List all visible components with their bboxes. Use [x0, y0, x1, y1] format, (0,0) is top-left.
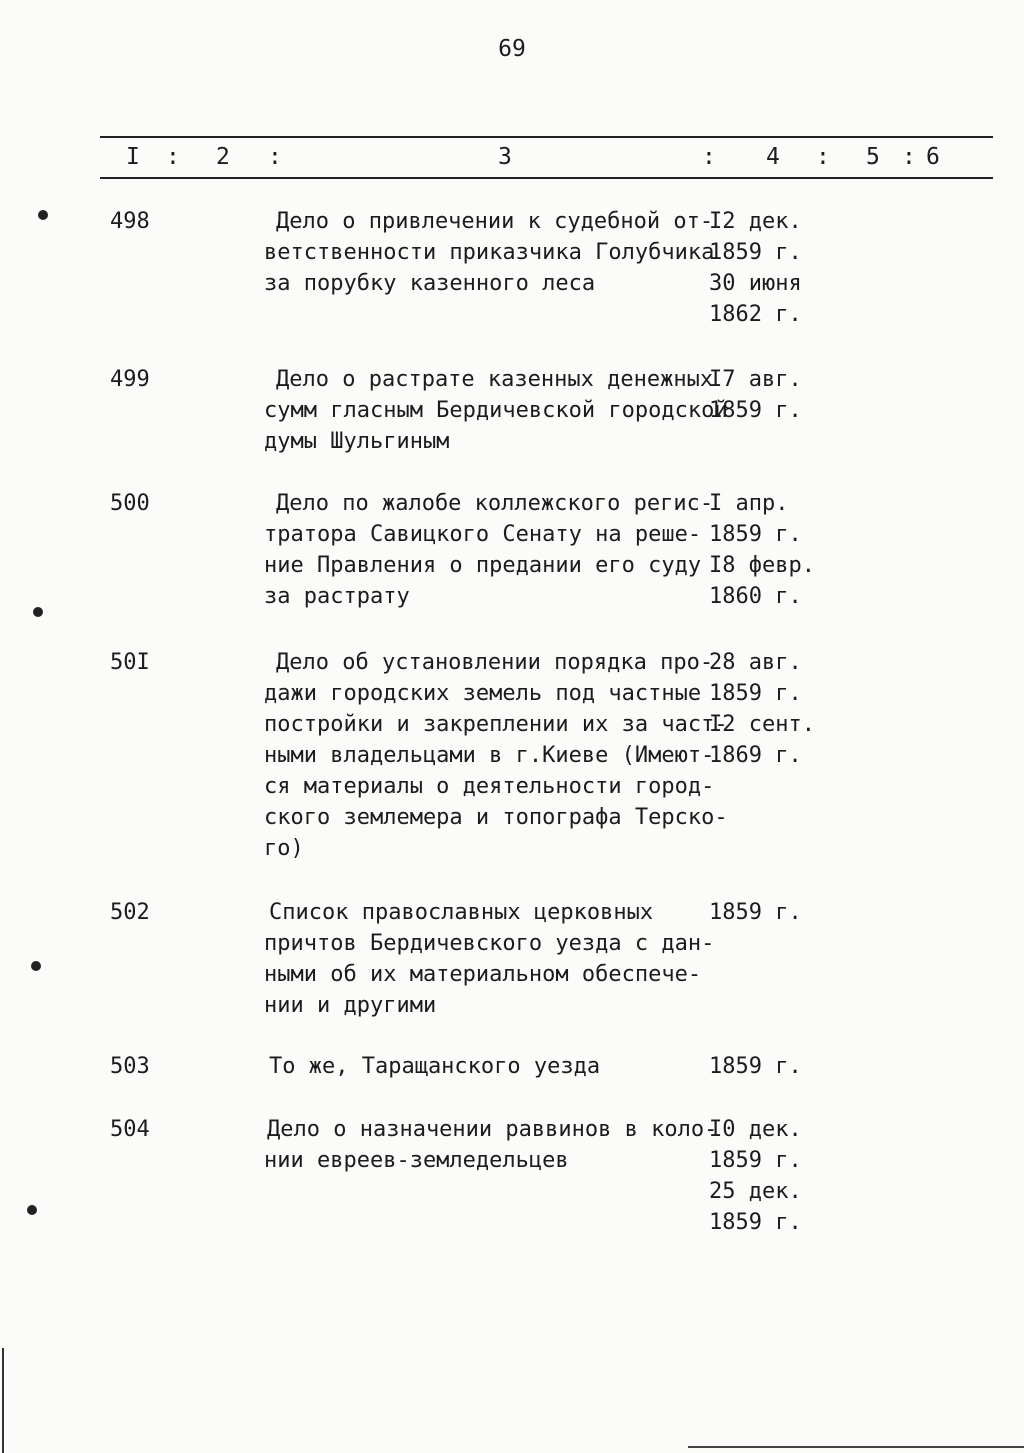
- scan-edge-line: [2, 1348, 4, 1453]
- entry-description-line: за растрату: [264, 584, 410, 609]
- entry-description-line: Дело о растрате казенных денежных: [276, 367, 714, 392]
- hole-punch-mark: [33, 607, 43, 617]
- entry-description-line: Дело об установлении порядка про-: [276, 650, 714, 675]
- column-separator: :: [816, 144, 830, 170]
- hole-punch-mark: [31, 961, 41, 971]
- entry-number: 50I: [110, 650, 150, 675]
- table-header-bottom-rule: [100, 177, 993, 179]
- entry-date: 28 авг.: [709, 650, 802, 675]
- scan-edge-line: [688, 1446, 1024, 1448]
- column-separator: :: [902, 144, 916, 170]
- entry-dates: [709, 206, 802, 330]
- entry-description-line: То же, Таращанского уезда: [269, 1054, 601, 1079]
- entry-description: [264, 897, 719, 1021]
- entry-description-line: думы Шульгиным: [264, 429, 450, 454]
- entry-date: I апр.: [709, 491, 789, 516]
- entry-description-line: Дело по жалобе коллежского регис-: [276, 491, 714, 516]
- entry-date: I2 сент.: [709, 712, 815, 737]
- entry-description-line: причтов Бердичевского уезда с дан-: [264, 931, 715, 956]
- entry-date: I2 дек.: [709, 209, 802, 234]
- entry-description: [264, 647, 728, 864]
- entry-description-line: постройки и закреплении их за част-: [264, 712, 728, 737]
- entry-number: 503: [110, 1054, 150, 1079]
- entry-date: 25 дек.: [709, 1179, 802, 1204]
- entry-description: [269, 1051, 719, 1082]
- entry-date: 1859 г.: [709, 1210, 802, 1235]
- entry-number: 502: [110, 900, 150, 925]
- entry-description: [264, 488, 726, 612]
- entry-description-line: ние Правления о предании его суду: [264, 553, 702, 578]
- entry-date: I0 дек.: [709, 1117, 802, 1142]
- entry-description-line: Список православных церковных: [269, 900, 654, 925]
- entry-description-line: Дело о назначении раввинов в коло-: [267, 1117, 718, 1142]
- entry-description: [264, 364, 728, 457]
- hole-punch-mark: [38, 210, 48, 220]
- entry-date: 1862 г.: [709, 302, 802, 327]
- column-header-5: 5: [866, 144, 880, 170]
- entry-description-line: дажи городских земель под частные: [264, 681, 702, 706]
- entry-number: 499: [110, 367, 150, 392]
- entry-date: 30 июня: [709, 271, 802, 296]
- entry-dates: [709, 488, 815, 612]
- column-header-6: 6: [926, 144, 940, 170]
- entry-description-line: за порубку казенного леса: [264, 271, 596, 296]
- hole-punch-mark: [27, 1205, 37, 1215]
- entry-description-line: ского землемера и топографа Терско-: [264, 805, 728, 830]
- entry-description-line: тратора Савицкого Сенату на реше-: [264, 522, 702, 547]
- entry-date: 1869 г.: [709, 743, 802, 768]
- entry-date: 1859 г.: [709, 240, 802, 265]
- entry-number: 498: [110, 209, 150, 234]
- column-separator: :: [166, 144, 180, 170]
- entry-date: 1859 г.: [709, 522, 802, 547]
- column-header-1: I: [126, 144, 140, 170]
- entry-description-line: Дело о привлечении к судебной от-: [276, 209, 714, 234]
- entry-number: 504: [110, 1117, 150, 1142]
- entry-description-line: нии евреев-земледельцев: [264, 1148, 569, 1173]
- entry-description-line: го): [264, 836, 304, 861]
- entry-description-line: нии и другими: [264, 993, 437, 1018]
- table-header-top-rule: [100, 136, 993, 138]
- entry-date: 1859 г.: [709, 1148, 802, 1173]
- entry-date: 1859 г.: [709, 900, 802, 925]
- entry-date: 1859 г.: [709, 1054, 802, 1079]
- entry-description: [264, 206, 726, 299]
- entry-number: 500: [110, 491, 150, 516]
- entry-date: 1860 г.: [709, 584, 802, 609]
- entry-description-line: сумм гласным Бердичевской городской: [264, 398, 728, 423]
- entry-dates: [709, 897, 802, 928]
- entry-description-line: ся материалы о деятельности город-: [264, 774, 715, 799]
- entry-dates: [709, 1114, 802, 1238]
- column-separator: :: [702, 144, 716, 170]
- entry-description-line: ными об их материальном обеспече-: [264, 962, 702, 987]
- entry-description-line: ными владельцами в г.Киеве (Имеют-: [264, 743, 715, 768]
- entry-dates: [709, 1051, 802, 1082]
- entry-dates: [709, 647, 815, 771]
- page-number: 69: [498, 36, 526, 62]
- entry-dates: [709, 364, 802, 426]
- entry-date: 1859 г.: [709, 398, 802, 423]
- entry-date: 1859 г.: [709, 681, 802, 706]
- column-header-3: 3: [498, 144, 512, 170]
- column-separator: :: [268, 144, 282, 170]
- entry-date: I8 февр.: [709, 553, 815, 578]
- column-header-2: 2: [216, 144, 230, 170]
- entry-date: I7 авг.: [709, 367, 802, 392]
- entry-description: [264, 1114, 718, 1176]
- column-header-4: 4: [766, 144, 780, 170]
- entry-description-line: ветственности приказчика Голубчика: [264, 240, 715, 265]
